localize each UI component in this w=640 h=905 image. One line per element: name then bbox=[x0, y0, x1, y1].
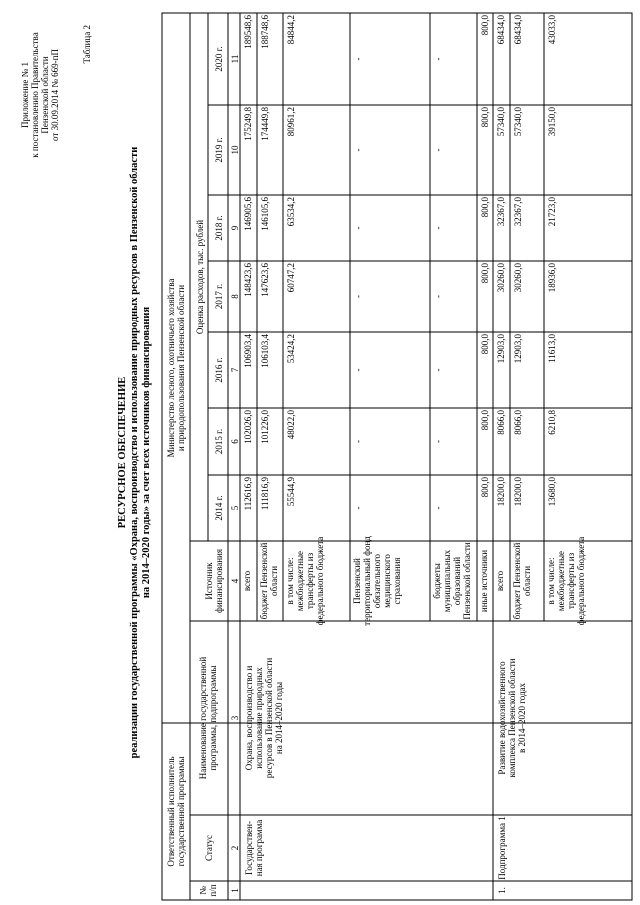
value-cell: 32367,0 bbox=[496, 197, 506, 227]
year-2017: 2017 г. bbox=[214, 283, 224, 310]
funding-source-cell bbox=[352, 536, 402, 626]
year-2014: 2014 г. bbox=[214, 495, 224, 521]
appendix-line-4: от 30.09.2014 № 669-пП bbox=[50, 49, 60, 141]
value-cell: 21723,0 bbox=[547, 197, 557, 227]
funding-source-text: трансферты из bbox=[566, 552, 576, 610]
subprogram-status: Подпрограмма 1 bbox=[497, 816, 507, 880]
funding-source-text: территориальный фонд bbox=[362, 536, 372, 626]
funding-source-text: межбюджетные bbox=[556, 550, 566, 612]
appendix-line-1: Приложение № 1 bbox=[20, 62, 30, 128]
value-cell: 84844,2 bbox=[286, 15, 296, 45]
title-line-2: реализации государственной программы «Охрана, воспроизводство и использование природных ресурсов в Пензенской области bbox=[129, 146, 140, 759]
funding-source-text: Пензенской области bbox=[462, 542, 472, 620]
value-cell: 30260,0 bbox=[496, 263, 506, 293]
col-number: 4 bbox=[230, 578, 240, 584]
col-number: 6 bbox=[230, 439, 240, 444]
funding-source-text: бюджет Пензенской bbox=[512, 542, 522, 620]
funding-source-cell bbox=[259, 541, 279, 621]
value-cell: 800,0 bbox=[480, 263, 490, 284]
table-label: Таблица 2 bbox=[82, 25, 92, 64]
funding-source-text: в том числе: bbox=[285, 557, 295, 605]
subprogram-no: 1. bbox=[497, 887, 507, 894]
value-cell: - bbox=[433, 295, 443, 298]
value-cell: 60747,2 bbox=[286, 263, 296, 293]
ministry-line-2: и природопользования Пензенской области bbox=[176, 284, 186, 452]
year-2020: 2020 г. bbox=[214, 46, 224, 72]
title-line-3: на 2014–2020 годы» за счет всех источников финансирования bbox=[141, 306, 152, 599]
value-cell: 800,0 bbox=[480, 15, 490, 36]
program-name-2: использование природных bbox=[254, 667, 264, 769]
value-cell: - bbox=[433, 506, 443, 510]
col-number: 11 bbox=[230, 54, 240, 64]
subprogram-name-1: Развитие водохозяйственного bbox=[497, 661, 507, 775]
funding-source-text: муниципальных bbox=[442, 549, 452, 613]
funding-source-cell bbox=[479, 541, 489, 621]
funding-source-cell bbox=[546, 536, 586, 626]
value-cell: 13680,0 bbox=[547, 477, 557, 507]
value-cell: 174449,8 bbox=[260, 107, 270, 141]
value-cell: - bbox=[353, 368, 363, 372]
value-cell: 32367,0 bbox=[513, 197, 523, 227]
year-2015: 2015 г. bbox=[214, 428, 224, 455]
value-cell: - bbox=[433, 148, 443, 152]
col-number: 8 bbox=[230, 294, 240, 299]
col-number: 5 bbox=[230, 505, 240, 511]
col-no-label: № bbox=[198, 886, 208, 895]
value-cell: 8066,0 bbox=[496, 410, 506, 435]
funding-source-text: всего bbox=[495, 570, 505, 592]
funding-source-text: бюджет Пензенской bbox=[259, 542, 269, 620]
value-cell: - bbox=[433, 57, 443, 61]
year-2019: 2019 г. bbox=[214, 137, 224, 163]
value-cell: 148423,6 bbox=[243, 263, 253, 297]
col-number: 7 bbox=[230, 367, 240, 373]
executor-label-2: государственной программы bbox=[176, 756, 186, 867]
value-cell: - bbox=[353, 440, 363, 443]
value-cell: 102026,0 bbox=[243, 410, 253, 444]
year-2018: 2018 г. bbox=[214, 215, 224, 241]
value-cell: 6210,8 bbox=[547, 410, 557, 435]
value-cell: 106103,4 bbox=[260, 334, 270, 368]
value-cell: 146105,6 bbox=[260, 197, 270, 231]
value-cell: 57340,0 bbox=[496, 107, 506, 137]
col-number: 1 bbox=[230, 888, 240, 893]
value-cell: 18936,0 bbox=[547, 263, 557, 293]
value-cell: 146905,6 bbox=[243, 197, 253, 231]
value-cell: - bbox=[353, 57, 363, 61]
value-cell: 147623,6 bbox=[260, 263, 270, 297]
value-cell: 53424,2 bbox=[286, 334, 296, 364]
value-cell: - bbox=[353, 295, 363, 298]
value-cell: 39150,0 bbox=[547, 107, 557, 137]
value-cell: 48022,0 bbox=[286, 410, 296, 440]
funding-source-text: обязательного bbox=[372, 553, 382, 609]
funding-source-text: трансферты из bbox=[305, 552, 315, 610]
col-number: 10 bbox=[230, 145, 240, 155]
value-cell: 111816,9 bbox=[260, 477, 270, 511]
value-cell: 80961,2 bbox=[286, 107, 296, 137]
value-cell: 189548,6 bbox=[243, 15, 253, 49]
funding-source-text: в том числе: bbox=[546, 557, 556, 605]
value-cell: - bbox=[353, 506, 363, 510]
subprogram-name-2: комплекса Пензенской области bbox=[507, 658, 517, 778]
appendix-line-2: к постановлению Правительства bbox=[30, 32, 40, 158]
funding-source-text: федерального бюджета bbox=[315, 536, 325, 626]
value-cell: - bbox=[433, 226, 443, 230]
value-cell: 12903,0 bbox=[513, 334, 523, 364]
value-cell: 188748,6 bbox=[260, 15, 270, 49]
value-cell: - bbox=[353, 226, 363, 230]
funding-source-text: области bbox=[269, 565, 279, 597]
value-cell: 106903,4 bbox=[243, 334, 253, 368]
value-cell: 175249,8 bbox=[243, 107, 253, 141]
value-cell: 12903,0 bbox=[496, 334, 506, 364]
col-source-label-2: финансирования bbox=[214, 549, 224, 613]
value-cell: 800,0 bbox=[480, 334, 490, 355]
funding-source-cell bbox=[285, 536, 325, 626]
col-source-label: Источник bbox=[204, 562, 214, 600]
col-program-name-label-2: программы, подпрограммы bbox=[208, 665, 218, 771]
value-cell: - bbox=[433, 440, 443, 443]
value-cell: 57340,0 bbox=[513, 107, 523, 137]
program-name-1: Охрана, воспроизводство и bbox=[244, 665, 254, 771]
col-number: 2 bbox=[230, 845, 240, 851]
program-status-2: ная программа bbox=[254, 819, 264, 877]
subprogram-name-3: в 2014–2020 годах bbox=[517, 682, 527, 754]
col-number: 9 bbox=[230, 225, 240, 231]
funding-source-text: иные источники bbox=[479, 549, 489, 613]
value-cell: 43033,0 bbox=[547, 15, 557, 45]
value-cell: 800,0 bbox=[480, 477, 490, 498]
value-cell: 30260,0 bbox=[513, 263, 523, 293]
funding-source-text: федерального бюджета bbox=[576, 536, 586, 626]
col-number: 3 bbox=[230, 715, 240, 721]
funding-source-text: Пензенский bbox=[352, 558, 362, 604]
value-cell: 101226,0 bbox=[260, 410, 270, 444]
program-name-4: на 2014–2020 годы bbox=[274, 681, 284, 755]
value-cell: 68434,0 bbox=[513, 15, 523, 45]
funding-source-cell bbox=[432, 541, 472, 621]
funding-source-cell bbox=[512, 541, 532, 621]
funding-source-text: области bbox=[522, 565, 532, 597]
value-cell: 112616,9 bbox=[243, 477, 253, 511]
appendix-line-3: Пензенской области bbox=[40, 56, 50, 134]
value-cell: 55544,9 bbox=[286, 477, 296, 507]
value-cell: 800,0 bbox=[480, 410, 490, 431]
funding-source-text: бюджеты bbox=[432, 563, 442, 599]
executor-label: Ответственный исполнитель bbox=[166, 756, 176, 867]
title-main: РЕСУРСНОЕ ОБЕСПЕЧЕНИЕ bbox=[117, 376, 128, 529]
ministry-line-1: Министерство лесного, охотничьего хозяйства bbox=[166, 278, 176, 458]
value-cell: 800,0 bbox=[480, 107, 490, 128]
funding-source-text: межбюджетные bbox=[295, 550, 305, 612]
funding-source-cell bbox=[495, 541, 505, 621]
col-no-label-2: п/п bbox=[208, 884, 218, 897]
col-program-name-label: Наименование государственной bbox=[198, 656, 208, 780]
value-cell: - bbox=[433, 368, 443, 372]
col-status-label: Статус bbox=[204, 835, 214, 861]
value-cell: 68434,0 bbox=[496, 15, 506, 45]
value-cell: 800,0 bbox=[480, 197, 490, 218]
program-name-3: ресурсов в Пензенской области bbox=[264, 657, 274, 779]
value-cell: - bbox=[353, 148, 363, 152]
year-2016: 2016 г. bbox=[214, 357, 224, 383]
value-cell: 11613,0 bbox=[547, 334, 557, 363]
funding-source-text: всего bbox=[242, 570, 252, 592]
value-cell: 63534,2 bbox=[286, 197, 296, 227]
funding-source-text: страхования bbox=[392, 557, 402, 605]
program-status: Государствен- bbox=[244, 821, 254, 875]
funding-source-text: образований bbox=[452, 556, 462, 606]
value-cell: 18200,0 bbox=[513, 477, 523, 507]
funding-source-text: медицинского bbox=[382, 554, 392, 608]
cost-label: Оценка расходов, тыс. рублей bbox=[195, 219, 205, 335]
value-cell: 18200,0 bbox=[496, 477, 506, 507]
value-cell: 8066,0 bbox=[513, 410, 523, 435]
funding-source-cell bbox=[242, 541, 252, 621]
